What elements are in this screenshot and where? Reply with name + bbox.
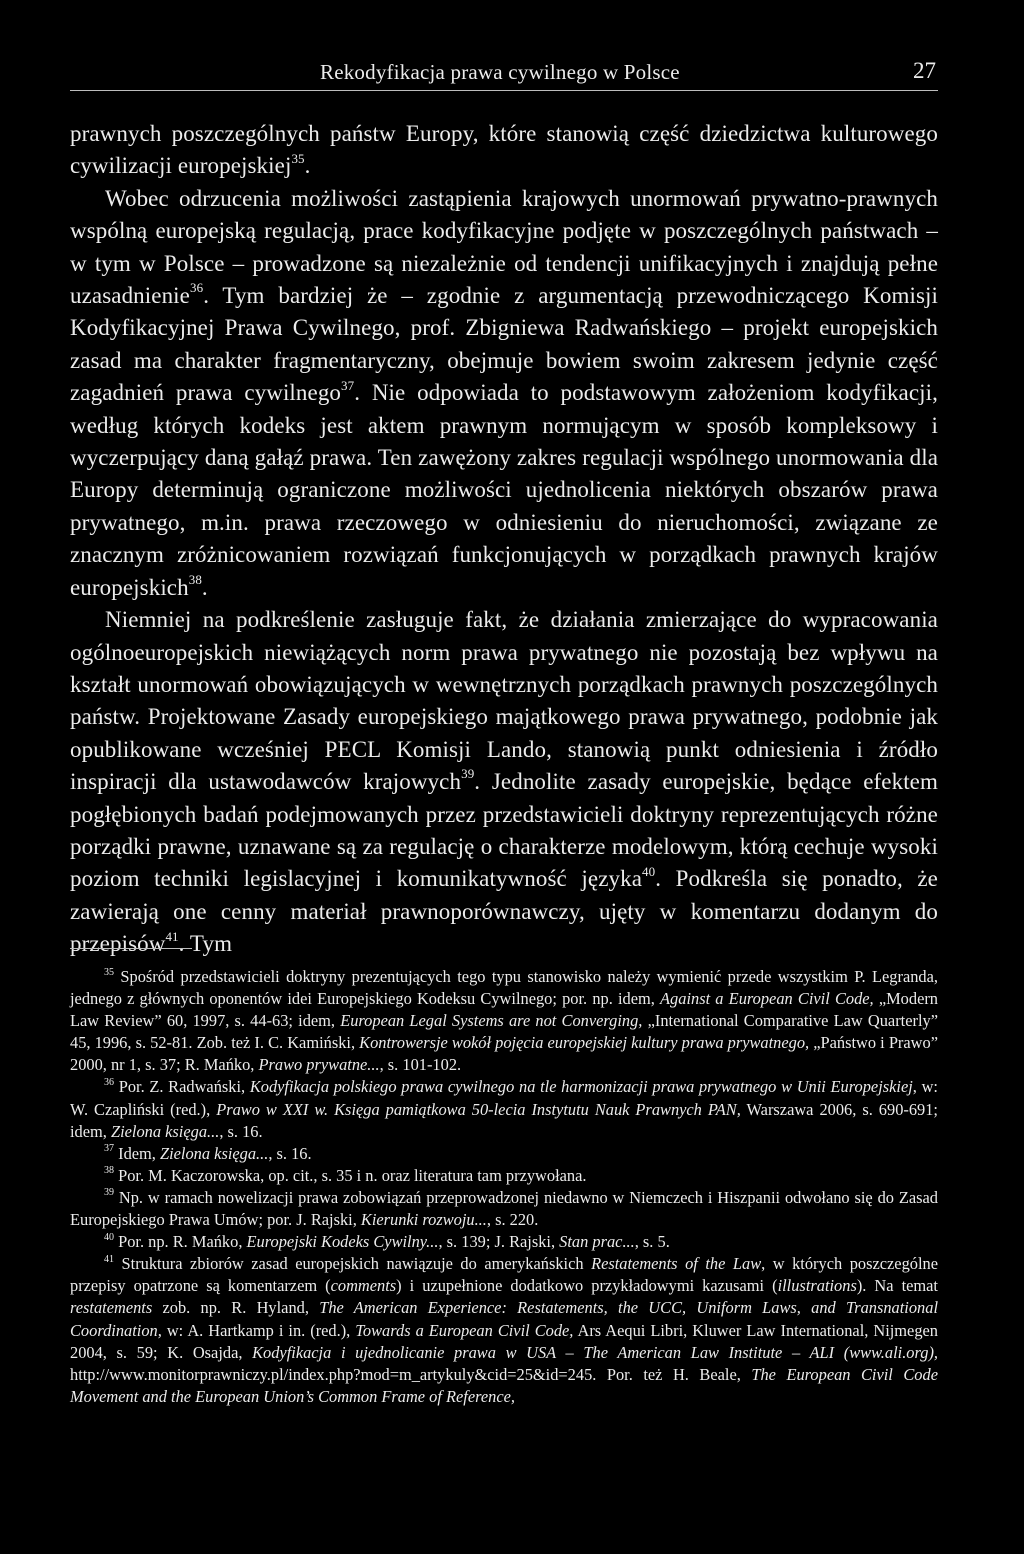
footnotes	[70, 966, 938, 1408]
footnote-italic: illustrations	[777, 1276, 857, 1296]
footnote-37	[70, 1143, 938, 1165]
footnote-italic: Kontrowersje wokół pojęcia europejskiej kultury prawa prywatnego,	[359, 1033, 810, 1053]
footnote-italic: Restatements of the Law	[591, 1254, 762, 1274]
paragraph-3-text-a: Niemniej na podkreślenie zasługuje fakt, że działania zmierzające do wypracowania ogólnoeuropejskich niewiążących norm prawa prywatnego nie pozostają bez wpływu na kształt unormowań obowiązujących w wewnętrznych porządkach prawnych poszczególnych państw. Projektowane Zasady europejskiego majątkowego prawa prywatnego, podobnie jak opublikowane wcześniej PECL Komisji Lando, stanowią punkt odniesienia i źródło inspiracji dla ustawodawców krajowych	[70, 607, 938, 795]
footnote-36	[70, 1076, 938, 1142]
footnote-text: http://www.monitorprawniczy.pl/index.php?mod=m_artykuly&cid=25&id=245. Por. też H. Beale,	[70, 1364, 752, 1384]
footnote-39	[70, 1187, 938, 1231]
page-number: 27	[913, 58, 936, 83]
footnote-ref-38: 38	[188, 572, 202, 588]
paragraph-1-text-end: .	[304, 153, 311, 179]
footnote-italic: The European Civil Code Movement and the European Union’s Common Frame of Reference,	[70, 1364, 938, 1406]
paragraph-2-text-b: . Tym bardziej że – zgodnie z argumentacją przewodniczącego Komisji Kodyfikacyjnej Prawa Cywilnego, prof. Zbigniewa Radwańskiego – projekt europejskich zasad ma charakter fragmentaryczny, obejmuje bowiem swoim zakresem jedynie część zagadnień prawa cywilnego	[70, 283, 938, 406]
running-title: Rekodyfikacja prawa cywilnego w Polsce	[320, 60, 680, 84]
footnote-text: , s. 16.	[219, 1121, 263, 1141]
footnote-italic: Against a European Civil Code,	[660, 989, 874, 1009]
footnote-italic: Prawo w XXI w. Księga pamiątkowa 50-lecia Instytutu Nauk Prawnych PAN,	[216, 1099, 741, 1119]
footnote-text: Warszawa 2006, s. 690-691; idem,	[70, 1099, 938, 1141]
paragraph-2-text-c: . Nie odpowiada to podstawowym założeniom kodyfikacji, według których kodeks jest aktem prawnym normującym w sposób kompleksowy i wyczerpujący daną gałąź prawa. Ten zawężony zakres regulacji wspólnego unormowania dla Europy determinują ograniczone możliwości ujednolicenia niektórych obszarów prawa prywatnego, m.in. prawa rzeczowego w odniesieniu do nieruchomości, związane ze znacznym zróżnicowaniem rozwiązań funkcjonujących w porządkach prawnych krajów europejskich	[70, 380, 938, 600]
footnote-text: Por. np. R. Mańko,	[118, 1232, 247, 1252]
footnote-number: 35	[104, 966, 114, 978]
footnote-italic: Prawo prywatne...	[258, 1055, 380, 1075]
footnote-italic: Europejski Kodeks Cywilny...	[246, 1232, 439, 1252]
paragraph-2-text-a: Wobec odrzucenia możliwości zastąpienia krajowych unormowań prywatno-prawnych wspólną europejską regulacją, prace kodyfikacyjne podjęte w poszczególnych państwach – w tym w Polsce – prowadzone są niezależnie od tendencji unifikacyjnych i znajdują pełne uzasadnienie	[70, 185, 938, 309]
footnote-41	[70, 1253, 938, 1408]
footnote-text: „Modern Law Review” 60, 1997, s. 44-63; idem,	[70, 989, 939, 1031]
footnote-text: „International Comparative Law Quarterly” 45, 1996, s. 52-81. Zob. też I. C. Kamiński,	[70, 1011, 938, 1053]
footnote-ref-36: 36	[189, 280, 204, 296]
footnote-text: , w których poszczególne przepisy opatrzone są komentarzem (	[70, 1254, 938, 1296]
footnote-ref-40: 40	[642, 863, 656, 879]
footnote-text: zob. np. R. Hyland,	[152, 1298, 320, 1318]
footnote-text: Por. Z. Radwański,	[118, 1077, 250, 1097]
footnote-text: , s. 16.	[268, 1143, 312, 1163]
footnote-italic: Stan prac...	[559, 1232, 635, 1252]
footnote-ref-39: 39	[461, 766, 475, 782]
footnote-ref-41: 41	[165, 928, 179, 944]
footnote-text: , s. 220.	[486, 1210, 539, 1230]
footnote-text: , s. 5.	[634, 1232, 670, 1252]
footnote-40	[70, 1231, 938, 1253]
paragraph-1-text: prawnych poszczególnych państw Europy, które stanowią część dziedzictwa kulturowego cywilizacji europejskiej	[70, 121, 938, 179]
footnote-ref-37: 37	[341, 377, 355, 393]
footnote-separator	[70, 948, 192, 949]
paragraph-3	[70, 604, 938, 960]
footnote-number: 37	[104, 1143, 114, 1155]
footnote-italic: Zielona księga...	[159, 1143, 269, 1163]
paragraph-1	[70, 118, 938, 183]
footnote-text: Np. w ramach nowelizacji prawa zobowiązań przeprowadzonej niedawno w Niemczech i Hiszpanii odwołano się do Zasad Europejskiego Prawa Umów; por. J. Rajski,	[70, 1187, 938, 1230]
footnote-text: Spośród przedstawicieli doktryny prezentujących tego typu stanowisko należy wymienić przede wszystkim P. Legranda, jednego z głównych oponentów idei Europejskiego Kodeksu Cywilnego; por. np. idem,	[70, 967, 938, 1009]
footnote-ref-35: 35	[291, 150, 305, 166]
footnote-number: 39	[104, 1187, 114, 1199]
footnote-text: , w: W. Czapliński (red.),	[70, 1077, 938, 1119]
paragraph-3-text-c: . Podkreśla się ponadto, że zawierają one cenny materiał prawnoporównawczy, ujęty w komentarzu dodanym do przepisów	[70, 866, 938, 957]
footnote-italic: Kodyfikacja polskiego prawa cywilnego na tle harmonizacji prawa prywatnego w Unii Europejskiej	[249, 1077, 913, 1097]
footnote-38	[70, 1165, 938, 1187]
footnote-text: Idem,	[118, 1143, 160, 1163]
footnote-text: Ars Aequi Libri, Kluwer Law International, Nijmegen 2004, s. 59; K. Osajda,	[70, 1320, 938, 1362]
footnote-italic: Zielona księga...	[110, 1121, 220, 1141]
footnote-italic: The American Experience: Restatements, the UCC, Uniform Laws, and Transnational Coordination,	[70, 1298, 938, 1340]
footnote-italic: Kierunki rozwoju...	[360, 1210, 487, 1230]
footnote-text: ). Na temat	[856, 1276, 938, 1296]
footnote-italic: European Legal Systems are not Converging,	[340, 1011, 643, 1031]
running-header	[70, 58, 938, 91]
paragraph-3-text-d: . Tym	[178, 931, 233, 957]
main-text	[70, 118, 938, 961]
footnote-text: Struktura zbiorów zasad europejskich nawiązuje do amerykańskich	[121, 1254, 592, 1274]
footnote-text: ) i uzupełnione dodatkowo przykładowymi kazusami (	[396, 1276, 778, 1296]
paragraph-2-text-d: .	[201, 574, 208, 600]
paragraph-3-text-b: . Jednolite zasady europejskie, będące efektem pogłębionych badań podejmowanych przez przedstawicieli doktryny reprezentujących różne porządki prawne, uznawane są za regulację o charakterze modelowym, którą cechuje wysoki poziom techniki legislacyjnej i komunikatywność języka	[70, 769, 938, 892]
footnote-text: „Państwo i Prawo” 2000, nr 1, s. 37; R. Mańko,	[70, 1033, 938, 1075]
footnote-text: Por. M. Kaczorowska, op. cit., s. 35 i n. oraz literatura tam przywołana.	[118, 1165, 587, 1185]
footnote-italic: restatements	[70, 1298, 153, 1318]
footnote-number: 40	[104, 1231, 114, 1243]
footnote-text: , s. 101-102.	[379, 1055, 462, 1075]
paragraph-2	[70, 183, 938, 604]
footnote-number: 36	[104, 1077, 114, 1088]
footnote-text: , s. 139; J. Rajski,	[438, 1232, 560, 1252]
footnote-italic: Kodyfikacja i ujednolicanie prawa w USA – The American Law Institute – ALI (www.ali.org),	[252, 1342, 939, 1362]
footnote-italic: comments	[330, 1276, 397, 1296]
footnote-italic: Towards a European Civil Code,	[355, 1320, 574, 1340]
footnote-text: w: A. Hartkamp i in. (red.),	[161, 1320, 356, 1340]
footnote-number: 41	[104, 1253, 114, 1265]
footnote-35	[70, 966, 938, 1076]
footnote-number: 38	[104, 1165, 114, 1177]
